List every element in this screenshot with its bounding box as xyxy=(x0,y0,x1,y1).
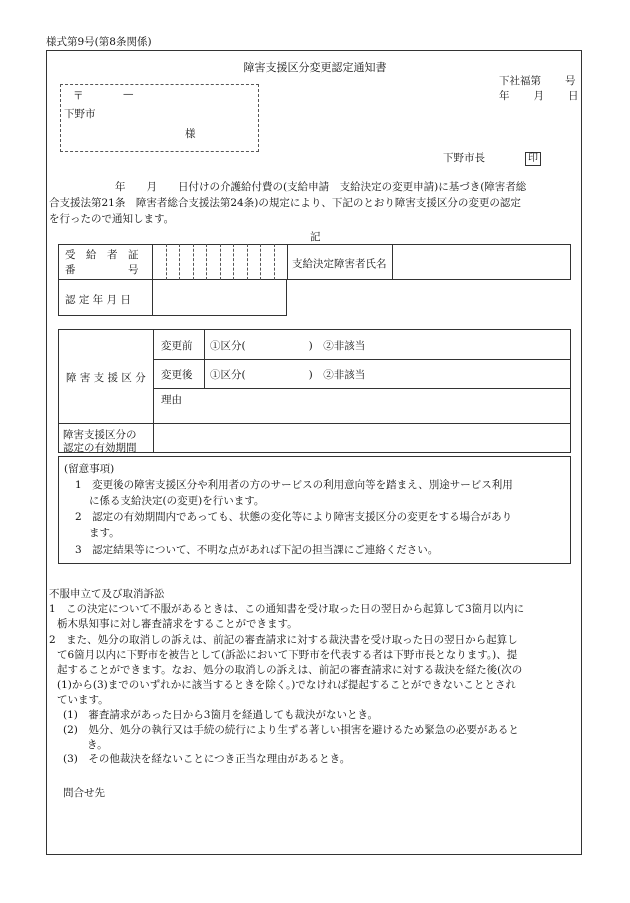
appeal-sub-3: (3) その他裁決を経ないことにつき正当な理由があるとき。 xyxy=(63,753,351,765)
recipient-number-label-1: 受 給 者 証 xyxy=(65,249,139,261)
contact-label: 問合せ先 xyxy=(63,787,105,799)
address-honorific: 様 xyxy=(185,128,196,140)
reason-label: 理由 xyxy=(161,394,182,406)
cert-date-value[interactable] xyxy=(154,281,285,314)
issue-date xyxy=(499,88,579,103)
appeal-sub-1: (1) 審査請求があった日から3箇月を経過しても裁決がないとき。 xyxy=(63,709,379,721)
document-number xyxy=(499,73,576,88)
appeal-p2-line-4: (1)から(3)までのいずれかに該当するときを除く。)でなければ提起することができないこととされ xyxy=(57,679,516,691)
note-2-line-2: ます。 xyxy=(89,527,120,539)
postal-mark: 〒 xyxy=(73,90,84,102)
intro-line-1: 年 月 日付けの介護給付費の(支給申請 支給決定の変更申請)に基づき(障害者総 xyxy=(115,181,527,193)
validity-label-1: 障害支援区分の xyxy=(63,429,137,441)
after-label: 変更後 xyxy=(161,369,193,381)
cert-date-label: 認 定 年 月 日 xyxy=(65,294,131,306)
address-city: 下野市 xyxy=(64,108,96,120)
appeal-p2-line-5: ています。 xyxy=(57,694,109,706)
recipient-number-label-2: 番 号 xyxy=(65,264,139,276)
appeal-p2-line-3: 起することができます。なお、処分の取消しの訴えは、前記の審査請求に対する裁決を経た後(次の xyxy=(57,664,523,676)
intro-line-2: 合支援法第21条 障害者総合支援法第24条)の規定により、下記のとおり障害支援区分の変更の認定 xyxy=(49,197,521,209)
appeal-sub-2-line-2: き。 xyxy=(87,739,108,751)
note-2-line-1: 2 認定の有効期間内であっても、状態の変化等により障害支援区分の変更をする場合があり xyxy=(75,511,513,523)
ki-heading: 記 xyxy=(310,231,321,243)
seal-mark: 印 xyxy=(525,152,541,166)
recipient-number-cells[interactable] xyxy=(153,244,287,280)
issue-date-day: 日 xyxy=(568,90,579,102)
intro-line-3: を行ったので通知します。 xyxy=(49,213,175,225)
note-1-line-2: に係る支給決定(の変更)を行います。 xyxy=(89,495,265,507)
before-value[interactable]: ①区分( ) ②非該当 xyxy=(210,340,366,352)
validity-value[interactable] xyxy=(155,425,570,452)
appeal-p2-line-1: 2 また、処分の取消しの訴えは、前記の審査請求に対する裁決書を受け取った日の翌日から起算し xyxy=(49,634,518,646)
appeal-p1-line-2: 栃木県知事に対し審査請求をすることができます。 xyxy=(57,618,298,630)
doc-number-prefix: 下社福第 xyxy=(499,75,541,87)
address-window xyxy=(60,84,259,152)
support-category-table xyxy=(58,329,571,453)
document-title: 障害支援区分変更認定通知書 xyxy=(243,61,387,74)
recipient-table xyxy=(58,244,571,316)
postal-dash: — xyxy=(123,88,134,100)
issuer-name: 下野市長 xyxy=(443,152,485,164)
appeal-p2-line-2: て6箇月以内に下野市を被告として(訴訟において下野市を代表する者は下野市長となります。)、提 xyxy=(57,649,518,661)
disabled-name-value[interactable] xyxy=(394,245,569,279)
issuer xyxy=(443,150,541,166)
appeal-sub-2-line-1: (2) 処分、処分の執行又は手続の続行により生ずる著しい損害を避けるため緊急の必要があると xyxy=(63,724,519,736)
doc-number-suffix: 号 xyxy=(565,75,576,87)
after-value[interactable]: ①区分( ) ②非該当 xyxy=(210,369,366,381)
issue-date-month: 月 xyxy=(533,90,544,102)
issue-date-year: 年 xyxy=(499,90,510,102)
notes-heading: (留意事項) xyxy=(64,463,115,475)
appeal-p1-line-1: 1 この決定について不服があるときは、この通知書を受け取った日の翌日から起算して3箇月以内に xyxy=(49,603,525,615)
disabled-name-label: 支給決定障害者氏名 xyxy=(292,258,387,270)
document-frame xyxy=(46,50,582,855)
before-label: 変更前 xyxy=(161,340,193,352)
form-code: 様式第9号(第8条関係) xyxy=(46,36,152,48)
category-label: 障 害 支 援 区 分 xyxy=(66,372,146,384)
validity-label-2: 認定の有効期間 xyxy=(63,442,137,454)
note-1-line-1: 1 変更後の障害支援区分や利用者の方のサービスの利用意向等を踏まえ、別途サービス利用 xyxy=(75,479,513,491)
note-3: 3 認定結果等について、不明な点があれば下記の担当課にご連絡ください。 xyxy=(75,544,439,556)
appeal-heading: 不服申立て及び取消訴訟 xyxy=(49,588,165,600)
notes-box xyxy=(58,456,571,564)
